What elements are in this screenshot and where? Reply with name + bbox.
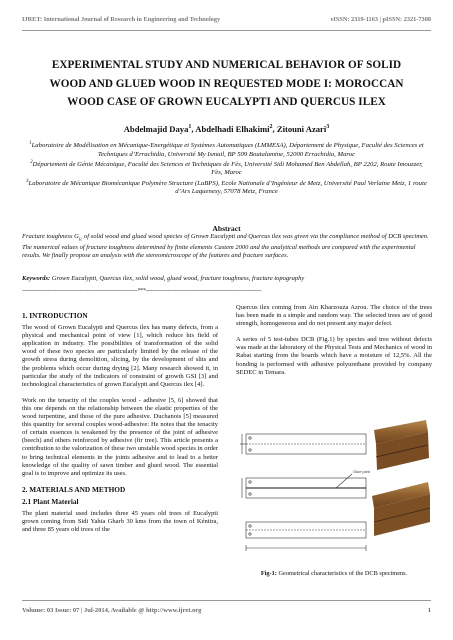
specimen-middle-drawing (242, 474, 366, 498)
dcb-figure (236, 418, 432, 566)
abstract-part: of solid wood and glued wood species of Grown Eucalypti and Quercus ilex was given via the compliance method of DCB specimen. The numerical values of fracture toughness determined by finite elements Castem 2000 and the analytical methods are compared with the experimental results. We finally propose an analysis with the stereomicroscope of the features and fracture surfaces. (22, 233, 429, 259)
affil-text: Laboratoire de Mécanique Biomécanique Polymère Structure (LaBPS), Ecole Nationale d’Ingénieur de Metz, Université Paul Verlaine Metz, 1 route d’Ars Laquenexy, 57078 Metz, France (28, 179, 427, 196)
glue-joint-label: Glue joint (353, 469, 370, 474)
affil-sup: 1 (29, 141, 32, 146)
paragraph: Work on the tenacity of the couples wood - adhesive [5, 6] showed that this one depends on the relationship between the elastic properties of the wood turpentine, and those of the pure adhesive. Duchanois [5] measured this quantity for several couples wood-adhesive: He notes that the tenacity of certain essences is weakened by the presence of the joint of adhesive (beech) and others reinforced by adhesive (fir tree). This article presents a contribution to the valorization of these two unstable wood species in order to bring technical elements in the joints adhesive and to lead to a better knowledge of the quality of sawn timber and glued wood. The essential goal is to improve and optimize its uses. (22, 396, 218, 477)
affil-text: Département de Génie Mécanique, Faculté des Sciences et Techniques de Fès, Université Sidi Mohamed Ben Abdellah, BP 2202, Route Imouzzer, Fès, Maroc (32, 161, 423, 177)
footer-volume: Volume: 03 Issue: 07 | Jul-2014, Available @ http://www.ijret.org (22, 607, 202, 614)
journal-header (22, 16, 431, 26)
section-heading: 1. INTRODUCTION (22, 311, 88, 320)
author-name: Zitouni Azari (276, 124, 327, 134)
paragraph: A series of 5 test-tubes DCB (Fig.1) by species and tree without defects was made at the laboratory of the Physical Tests and Mechanics of wood in Rabat starting from the boards which have a moisture of 12,5%. All the bonding is performed with adhesive polyurethane provided by company SEDEC in Temara. (236, 336, 432, 376)
title-line: WOOD CASE OF GROWN EUCALYPTI AND QUERCUS ILEX (67, 96, 386, 108)
header-rule (22, 30, 431, 31)
affil-sup: 3 (26, 178, 29, 184)
affiliation (26, 178, 427, 197)
keywords-text: Grown Eucalypti, Quercus ilex, solid wood, glued wood, fracture toughness, fracture topography (50, 275, 305, 282)
page-number: 1 (427, 607, 431, 614)
abstract-heading: Abstract (212, 224, 241, 233)
author-sup: 2 (269, 124, 273, 131)
affil-text: Laboratoire de Modélisation en Mécanique-Energétique et Systèmes Automatiques (LMMESA), Département de Physique, Faculté des Sciences et Techniques d’Errachidia, Université My Ismail, BP 509 Boutalamine, 52000 Errachidia, Maroc (31, 142, 424, 158)
paragraph: Quercus ilex coming from Ain Kharzouza Azrou. The choice of the trees has been made in a simple and random way. The selected trees are of good strength, homogeneous and do not present any major defect. (236, 304, 432, 328)
author-sup: 3 (326, 124, 330, 131)
author-name: Abdelhadi Elhakimi (195, 124, 270, 134)
affil-sup: 2 (30, 159, 33, 165)
specimen-bottom-drawing (246, 522, 366, 551)
keywords-label: Keywords: (22, 275, 51, 282)
affiliation (26, 159, 427, 178)
title-line: WOOD AND GLUED WOOD IN REQUESTED MODE I: MOROCCAN (49, 77, 404, 90)
title-line: EXPERIMENTAL STUDY AND NUMERICAL BEHAVIOR OF SOLID (51, 59, 402, 71)
right-column (236, 304, 432, 377)
journal-name: IJRET: International Journal of Research in Engineering and Technology (22, 16, 221, 23)
affiliation (26, 140, 427, 159)
footer-rule (22, 600, 431, 601)
dcb-drawing (236, 418, 432, 566)
paragraph: The wood of Grown Eucalypti and Quercus ilex has many defects, from a physical and mechanical point of view [1], which reduce his field of application in industry. The possibilities of transformation of the solid wood of these two species are particularly limited by the release of the growth stress during demolition, slicing, by the development of slits and the problems which occur during drying [2]. Many research showed it, in particular the study of the indicators of constraint of growth GSI [3] and technological characteristics of grown Eucalypti and Quercus ilex [4]. (22, 324, 218, 388)
left-column (22, 312, 218, 534)
journal-issn: eISSN: 2319-1163 | pISSN: 2321-7308 (330, 16, 431, 23)
abstract-text (22, 233, 431, 260)
specimen-bottom-photo (372, 482, 430, 536)
keywords (22, 275, 431, 282)
specimen-top-photo (374, 420, 429, 470)
specimen-top-drawing (240, 434, 366, 454)
subsection-heading: 2.1 Plant Material (22, 496, 79, 506)
figure-caption (236, 570, 432, 577)
affiliations (26, 140, 427, 196)
paper-title (22, 56, 431, 112)
abstract-part: Fracture toughness G (22, 233, 79, 240)
caption-label: Fig-1: (260, 570, 277, 577)
author-sup: 1 (188, 124, 192, 131)
section-heading: 2. MATERIALS AND METHOD (22, 484, 126, 494)
section-separator: --------------------------------------------------------------------***-------------------------------------------------------------------- (22, 288, 262, 294)
caption-text: Geometrical characteristics of the DCB specimens. (276, 570, 408, 577)
author-name: Abdelmajid Daya (123, 124, 189, 134)
abstract-sub: Ic (78, 236, 83, 242)
author-list: Abdelmajid Daya$^1$, Abdelhadi Elhakimi$^2$, Zitouni Azari$^3$ (123, 124, 330, 134)
paragraph: The plant material used includes three 45 years old trees of Eucalypti grown coming from Sidi Yahia Gharb 30 kms from the town of Kénitra, and three 85 years old trees of the (22, 509, 218, 534)
